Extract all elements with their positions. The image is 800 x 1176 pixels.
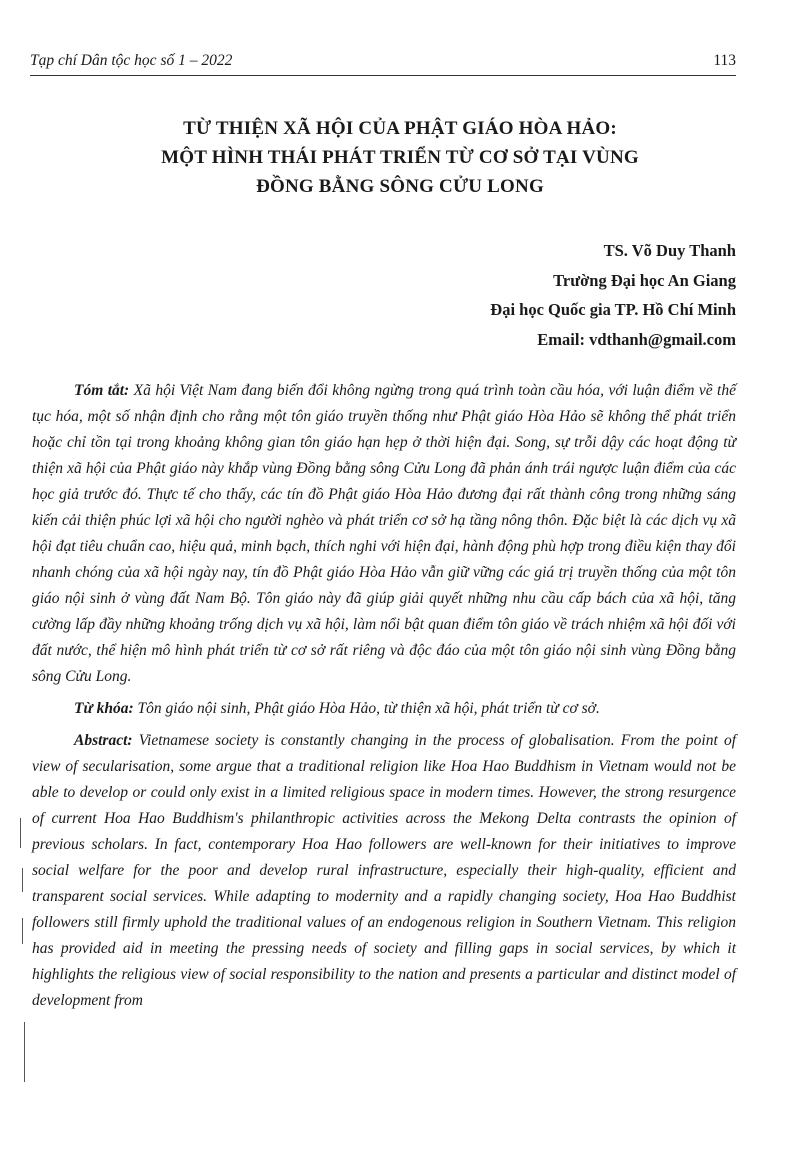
summary-text: Xã hội Việt Nam đang biến đổi không ngừng trong quá trình toàn cầu hóa, với luận điểm về thế tục hóa, một số nhận định cho rằng một tôn giáo truyền thống như Phật giáo Hòa Hảo sẽ không thể phát triển hoặc chỉ tồn tại trong khoảng không gian tôn giáo hạn hẹp ở thời hiện đại. Song, sự trỗi dậy các hoạt động từ thiện xã hội của Phật giáo này khắp vùng Đồng bằng sông Cửu Long đã phản ánh trái ngược luận điểm của các học giả trước đó. Thực tế cho thấy, các tín đồ Phật giáo Hòa Hảo đương đại rất thành công trong những sáng kiến cải thiện phúc lợi xã hội cho người nghèo và phát triển cơ sở hạ tầng nông thôn. Đặc biệt là các dịch vụ xã hội đạt tiêu chuẩn cao, hiệu quả, minh bạch, thích nghi với hiện đại, hành động phù hợp trong điều kiện thay đổi nhanh chóng của xã hội ngày nay, tín đồ Phật giáo Hòa Hảo vẫn giữ vững các giá trị truyền thống của một tôn giáo nội sinh ở vùng đất Nam Bộ. Tôn giáo này đã giúp giải quyết những nhu cầu cấp bách của xã hội, tăng cường lấp đầy những khoảng trống dịch vụ xã hội, làm nổi bật quan điểm tôn giáo về trách nhiệm xã hội đối với đất nước, thể hiện mô hình phát triển từ cơ sở rất riêng và độc đáo của một tôn giáo nội sinh vùng Đồng bằng sông Cửu Long. — [32, 382, 736, 685]
running-header — [30, 52, 736, 70]
journal-name: Tạp chí Dân tộc học số 1 – 2022 — [30, 52, 233, 69]
keywords-label: Từ khóa: — [74, 700, 134, 717]
author-affiliation: Trường Đại học An Giang — [553, 270, 736, 290]
author-block — [490, 236, 736, 354]
margin-mark — [20, 818, 21, 848]
author-affiliation: Đại học Quốc gia TP. Hồ Chí Minh — [490, 300, 736, 319]
summary-paragraph — [32, 378, 736, 690]
abstract-label: Abstract: — [74, 732, 133, 749]
margin-mark — [22, 868, 23, 892]
keywords-text: Tôn giáo nội sinh, Phật giáo Hòa Hảo, từ thiện xã hội, phát triển từ cơ sở. — [137, 700, 600, 717]
article-body — [32, 378, 736, 1014]
title-line: TỪ THIỆN XÃ HỘI CỦA PHẬT GIÁO HÒA HẢO: — [183, 118, 617, 139]
article-title — [60, 114, 740, 201]
abstract-text: Vietnamese society is constantly changing in the process of globalisation. From the point of view of secularisation, some argue that a traditional religion like Hoa Hao Buddhism in Vietnam would not be able to develop or could only exist in a limited religious space in modern times. However, the strong resurgence of current Hoa Hao Buddhism's philanthropic activities across the Mekong Delta contrasts the opinion of previous scholars. In fact, contemporary Hoa Hao followers are well-known for their initiatives to improve social welfare for the poor and develop rural infrastructure, especially their high-quality, efficient and transparent social services. While adapting to modernity and a rapidly changing society, Hoa Hao Buddhist followers still firmly uphold the traditional values of an endogenous religion in Southern Vietnam. This religion has provided aid in meeting the pressing needs of society and filling gaps in social services, by which it highlights the religious view of social responsibility to the nation and presents a particular and distinct model of development from — [32, 732, 736, 1009]
author-email: Email: vdthanh@gmail.com — [537, 329, 736, 349]
page-number: 113 — [713, 52, 736, 69]
title-line: MỘT HÌNH THÁI PHÁT TRIỂN TỪ CƠ SỞ TẠI VÙNG — [161, 147, 639, 168]
margin-mark — [24, 1022, 25, 1082]
summary-label: Tóm tắt: — [74, 382, 130, 399]
abstract-paragraph — [32, 728, 736, 1014]
author-name: TS. Võ Duy Thanh — [603, 241, 736, 260]
title-line: ĐỒNG BẰNG SÔNG CỬU LONG — [256, 176, 544, 197]
keywords-paragraph — [32, 696, 736, 722]
header-rule — [30, 75, 736, 76]
margin-mark — [22, 918, 23, 944]
